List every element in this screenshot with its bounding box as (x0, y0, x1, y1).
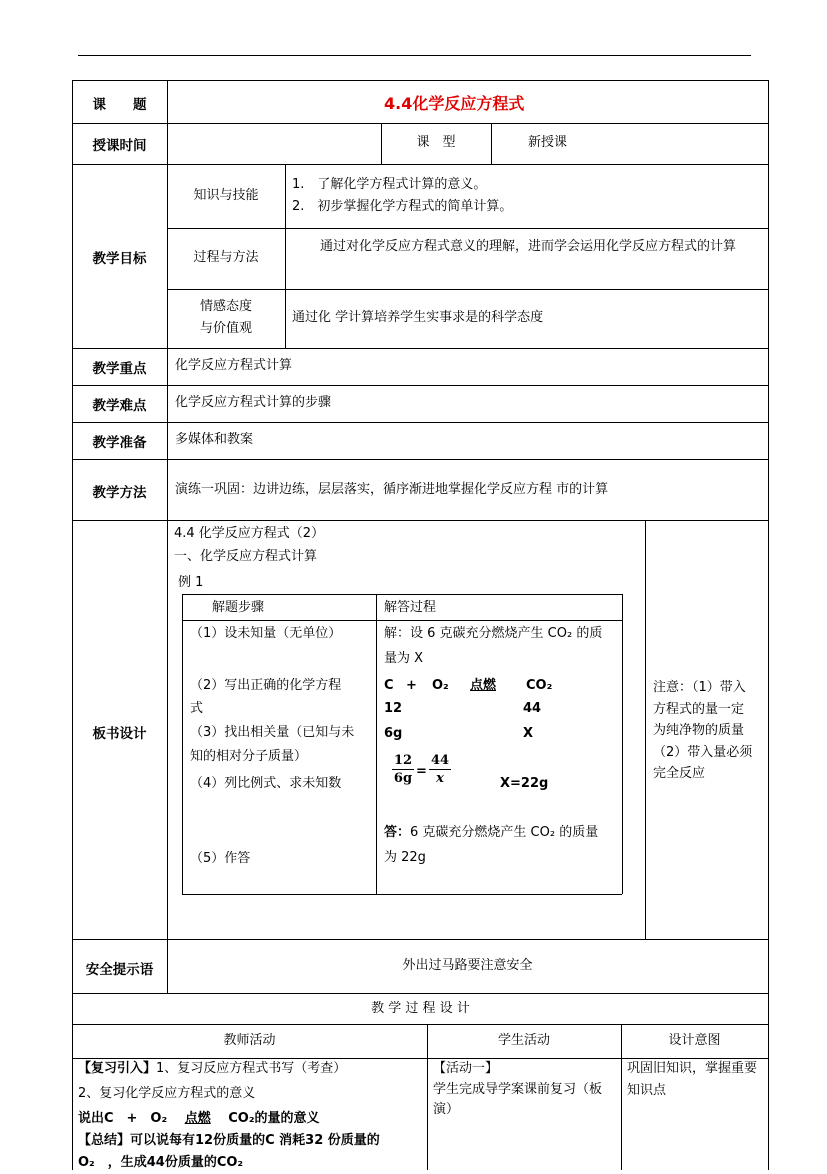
key-text: 化学反应方程式计算 (175, 358, 293, 373)
type-label: 课 型 (416, 135, 456, 150)
safety-text: 外出过马路要注意安全 (402, 958, 533, 973)
say-equation: 说出C + O₂ 点燃 CO₂的量的意义 (78, 1111, 320, 1126)
eq-plus: + (406, 678, 417, 693)
review-intro: 【复习引入】1、复习反应方程式书写（考查） (78, 1061, 347, 1076)
fraction-equals: = (416, 764, 427, 779)
fraction-right: 44 x (430, 753, 450, 786)
mass-co2: 44 (523, 701, 542, 716)
difficulty-label: 教学难点 (92, 398, 147, 414)
header-rule (78, 55, 751, 56)
solve-line-1: 解：设 6 克碳充分燃烧产生 CO₂ 的质 (384, 626, 603, 641)
process-label: 过程与方法 (193, 250, 259, 265)
objectives-label: 教学目标 (92, 251, 147, 267)
board-label: 板书设计 (92, 726, 147, 742)
time-label: 授课时间 (92, 138, 147, 154)
knowledge-item-2: 2. 初步掌握化学方程式的简单计算。 (292, 199, 513, 214)
solve-line-2: 量为 X (384, 651, 424, 666)
process-title: 教 学 过 程 设 计 (371, 1001, 470, 1016)
prep-label: 教学准备 (92, 435, 147, 451)
value-c: 6g (384, 726, 403, 741)
method-text: 演练一巩固：边讲边练，层层落实，循序渐进地掌握化学反应方程 市的计算 (175, 482, 609, 497)
knowledge-item-1: 1. 了解化学方程式计算的意义。 (292, 177, 487, 192)
board-example: 例 1 (178, 575, 204, 590)
type-value: 新授课 (528, 135, 568, 150)
mass-c: 12 (384, 701, 403, 716)
col-intent: 设计意图 (668, 1033, 721, 1048)
step-1: （1）设未知量（无单位） (190, 626, 342, 641)
result: X=22g (500, 776, 549, 791)
activity-tag: 【活动一】 (433, 1061, 499, 1076)
note-line-4: （2）带入量必须 (653, 745, 753, 760)
process-text: 通过对化学反应方程式意义的理解，进而学会运用化学反应方程式的计算 (320, 239, 737, 254)
step-3-cont: 知的相对分子质量） (190, 749, 308, 764)
eq-co2: CO₂ (526, 678, 553, 693)
eq-o2: O₂ (432, 678, 449, 693)
topic-label: 课 题 (92, 97, 147, 113)
intent-text: 巩固旧知识，掌握重要知识点 (627, 1061, 758, 1098)
step-2: （2）写出正确的化学方程 (190, 678, 342, 693)
value-co2: X (523, 726, 534, 741)
knowledge-label: 知识与技能 (193, 188, 259, 203)
emotion-label-1: 情感态度 (199, 299, 252, 314)
answer-line-1: 答：6 克碳充分燃烧产生 CO₂ 的质量 (384, 825, 599, 840)
key-label: 教学重点 (92, 361, 147, 377)
note-line-2: 方程式的量一定 (653, 702, 745, 717)
emotion-label-2: 与价值观 (199, 321, 252, 336)
step-5: （5）作答 (190, 851, 251, 866)
answer-line-2: 为 22g (384, 850, 426, 865)
col-steps-header: 解题步骤 (212, 600, 265, 615)
eq-condition: 点燃 (470, 678, 497, 693)
board-heading: 4.4 化学反应方程式（2） (174, 526, 325, 541)
activity-text: 学生完成导学案课前复习（板演） (433, 1082, 603, 1117)
board-section: 一、化学反应方程式计算 (174, 549, 318, 564)
emotion-text: 通过化 学计算培养学生实事求是的科学态度 (292, 310, 544, 325)
col-process-header: 解答过程 (384, 600, 437, 615)
lesson-title: 4.4化学反应方程式 (384, 94, 525, 113)
summary-cont: O₂ ，生成44份质量的CO₂ (78, 1155, 244, 1170)
review-meaning: 2、复习化学反应方程式的意义 (78, 1086, 256, 1101)
col-teacher: 教师活动 (223, 1033, 276, 1048)
safety-label: 安全提示语 (85, 962, 154, 978)
step-2-cont: 式 (190, 701, 204, 716)
prep-text: 多媒体和教案 (175, 432, 254, 447)
note-line-5: 完全反应 (653, 766, 706, 781)
col-student: 学生活动 (497, 1033, 550, 1048)
note-line-3: 为纯净物的质量 (653, 723, 745, 738)
note-line-1: 注意：（1）带入 (653, 680, 746, 695)
step-3: （3）找出相关量（已知与未 (190, 725, 355, 740)
difficulty-text: 化学反应方程式计算的步骤 (175, 395, 332, 410)
fraction-left: 12 6g (393, 753, 413, 786)
step-4: （4）列比例式、求未知数 (190, 776, 342, 791)
method-label: 教学方法 (92, 485, 147, 501)
summary: 【总结】可以说每有12份质量的C 消耗32 份质量的 (78, 1133, 380, 1148)
eq-c: C (384, 678, 394, 693)
